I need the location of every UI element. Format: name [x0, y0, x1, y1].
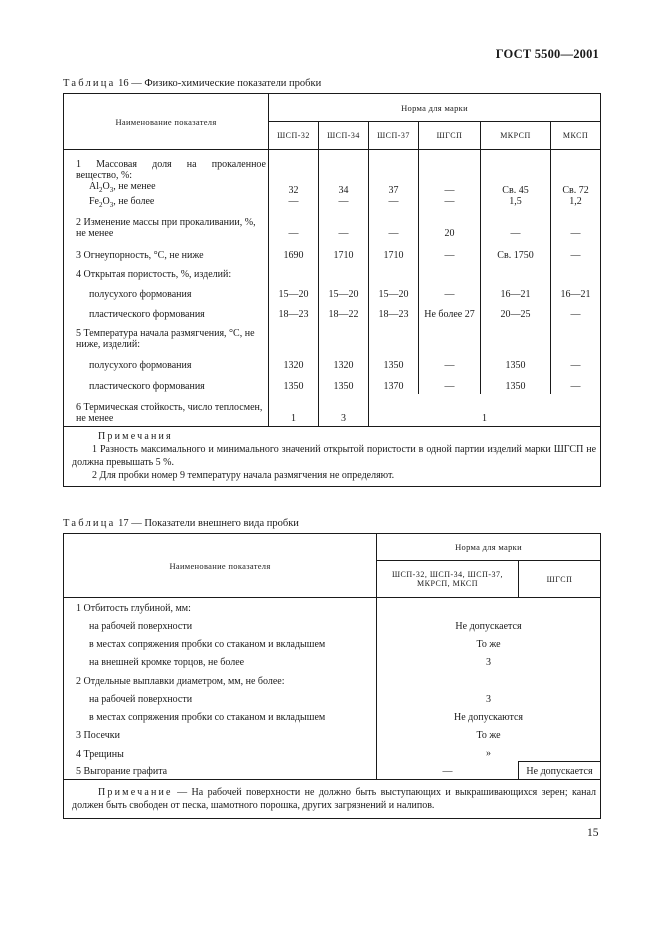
- table16-cell: 1690: [269, 241, 319, 263]
- table16-cell: 34 —: [319, 181, 369, 211]
- table16-cell: 18—22: [319, 302, 369, 322]
- table16-cell: 1710: [369, 241, 419, 263]
- table16-cell: Не более 27: [419, 302, 481, 322]
- table16: [63, 93, 601, 487]
- table16-mark: ШСП-37: [369, 122, 419, 150]
- table16-cell: —: [419, 352, 481, 373]
- table16-mark: ШСП-32: [269, 122, 319, 150]
- table16-cell: —: [369, 211, 419, 241]
- table17-mark-group: ШСП-32, ШСП-34, ШСП-37, МКРСП, МКСП: [377, 561, 519, 598]
- table16-cell: Св. 1750: [481, 241, 551, 263]
- table16-cell: 15—20: [319, 282, 369, 302]
- table16-cell: —: [419, 282, 481, 302]
- table16-row-4b-label: пластического формования: [64, 302, 269, 322]
- table16-row-5a-label: полусухого формования: [64, 352, 269, 373]
- table17-row-1-label: 1 Отбитость глубиной, мм:: [64, 598, 377, 616]
- table16-row-3-label: 3 Огнеупорность, °С, не ниже: [64, 241, 269, 263]
- table16-row-4a-label: полусухого формования: [64, 282, 269, 302]
- standard-header: ГОСТ 5500—2001: [495, 47, 599, 61]
- table16-cell: 1350: [269, 373, 319, 394]
- table17-row-5-label: 5 Выгорание графита: [64, 762, 377, 780]
- table16-cell: —: [319, 211, 369, 241]
- table16-cell: 15—20: [369, 282, 419, 302]
- table16-notes-title: Примечания: [98, 431, 173, 442]
- table17: [63, 533, 601, 819]
- table16-cell: —: [419, 241, 481, 263]
- table16-cell: —: [481, 211, 551, 241]
- table16-cell: —: [551, 352, 601, 373]
- table17-cell: 3: [377, 652, 601, 670]
- table17-cell: Не допускается: [519, 762, 601, 780]
- table16-cell: Св. 72 1,2: [551, 181, 601, 211]
- table16-cell: —: [551, 211, 601, 241]
- table16-note-1: 1 Разность максимального и минимального значений открытой пористости в одной партии изделий марки ШГСП не должна превышать 5 %.: [72, 444, 597, 468]
- table16-cell: — —: [419, 181, 481, 211]
- table17-cell: То же: [377, 634, 601, 652]
- table17-row-2b-label: в местах сопряжения пробки со стаканом и вкладышем: [64, 707, 377, 725]
- table16-cell: 1320: [319, 352, 369, 373]
- page-number: 15: [587, 827, 599, 839]
- table17-cell: »: [377, 743, 601, 762]
- table16-row-1-label: 1 Массовая доля на прокаленное вещество, %:: [64, 150, 269, 181]
- table16-cell: —: [269, 211, 319, 241]
- table17-row-1b-label: в местах сопряжения пробки со стаканом и вкладышем: [64, 634, 377, 652]
- table16-cell: —: [419, 373, 481, 394]
- table16-mark: МКСП: [551, 122, 601, 150]
- table16-col-norm: Норма для марки: [269, 94, 601, 122]
- table16-row-5b-label: пластического формования: [64, 373, 269, 394]
- table16-cell: 1350: [369, 352, 419, 373]
- table17-col-norm: Норма для марки: [377, 534, 601, 561]
- table17-row-1a-label: на рабочей поверхности: [64, 616, 377, 634]
- table16-cell: 37 —: [369, 181, 419, 211]
- table16-cell: Св. 45 1,5: [481, 181, 551, 211]
- table16-row-5-label: 5 Температура начала размягчения, °С, не ниже, изделий:: [64, 322, 269, 352]
- table17-cell: Не допускаются: [377, 707, 601, 725]
- table17-note: Примечание — На рабочей поверхности не должно быть выступающих и выкрашивающихся зерен; канал должен быть свободен от песка, шамотного порошка, других загрязнений и налипов.: [64, 780, 601, 819]
- table16-cell: 20—25: [481, 302, 551, 322]
- table16-col-indicator: Наименование показателя: [64, 94, 269, 150]
- table17-caption: Таблица 17 — Показатели внешнего вида пробки: [63, 518, 299, 529]
- table16-cell: 18—23: [269, 302, 319, 322]
- table17-row-2-label: 2 Отдельные выплавки диаметром, мм, не более:: [64, 670, 377, 689]
- table16-cell: —: [551, 302, 601, 322]
- table16-mark: ШСП-34: [319, 122, 369, 150]
- table16-cell: 16—21: [551, 282, 601, 302]
- table17-mark-sgsp: ШГСП: [519, 561, 601, 598]
- table16-mark: ШГСП: [419, 122, 481, 150]
- table17-cell: 3: [377, 689, 601, 707]
- table16-note-2: 2 Для пробки номер 9 температуру начала размягчения не определяют.: [92, 470, 395, 481]
- table16-cell: 1320: [269, 352, 319, 373]
- table17-row-1c-label: на внешней кромке торцов, не более: [64, 652, 377, 670]
- table16-cell: 1710: [319, 241, 369, 263]
- table16-cell: 1: [369, 394, 601, 427]
- table16-cell: 3: [319, 394, 369, 427]
- table16-caption: Таблица 16 — Физико-химические показатели пробки: [63, 78, 322, 89]
- table16-row-1-oxides: $Al_2O_3$, не менее $Fe_2O_3$, не более: [64, 181, 269, 211]
- table17-cell: То же: [377, 725, 601, 743]
- table16-cell: 16—21: [481, 282, 551, 302]
- table16-cell: 20: [419, 211, 481, 241]
- table16-cell: 32 —: [269, 181, 319, 211]
- table16-mark: МКРСП: [481, 122, 551, 150]
- table16-notes: [64, 427, 601, 487]
- table16-cell: 18—23: [369, 302, 419, 322]
- table16-cell: —: [551, 241, 601, 263]
- table16-cell: 1: [269, 394, 319, 427]
- table17-cell: —: [377, 762, 519, 780]
- table17-row-4-label: 4 Трещины: [64, 743, 377, 762]
- table17-col-indicator: Наименование показателя: [64, 534, 377, 598]
- table17-row-3-label: 3 Посечки: [64, 725, 377, 743]
- table16-cell: 1350: [481, 373, 551, 394]
- table16-row-4-label: 4 Открытая пористость, %, изделий:: [64, 263, 269, 282]
- table16-cell: 1350: [481, 352, 551, 373]
- table16-row-2-label: 2 Изменение массы при прокаливании, %, не менее: [64, 211, 269, 241]
- table16-cell: 1370: [369, 373, 419, 394]
- table16-cell: —: [551, 373, 601, 394]
- table17-row-2a-label: на рабочей поверхности: [64, 689, 377, 707]
- table16-cell: 1350: [319, 373, 369, 394]
- table16-cell: 15—20: [269, 282, 319, 302]
- table17-cell: Не допускается: [377, 616, 601, 634]
- table16-row-6-label: 6 Термическая стойкость, число теплосмен, не менее: [64, 394, 269, 427]
